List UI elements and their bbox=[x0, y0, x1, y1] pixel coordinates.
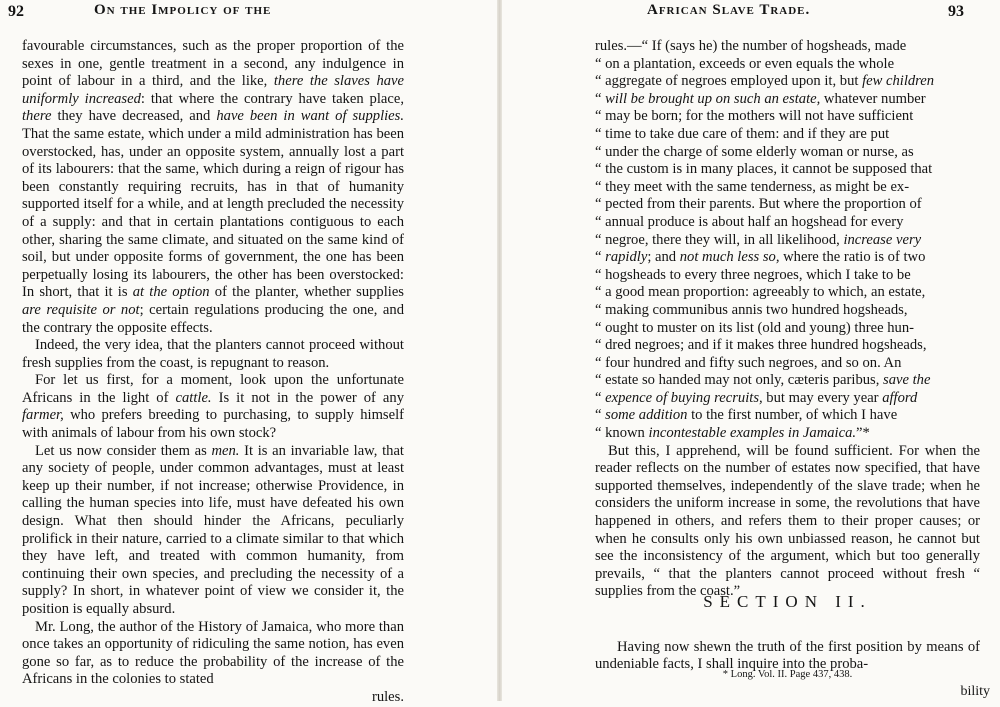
quote-line bbox=[595, 425, 980, 443]
italic-text-run: will be brought up on such an estate, bbox=[605, 90, 821, 107]
quote-line bbox=[595, 267, 980, 285]
text-run: “ hogsheads to every three negroes, which I take to be bbox=[595, 266, 911, 283]
quote-line bbox=[595, 179, 980, 197]
italic-text-run: not much less so, bbox=[679, 249, 780, 266]
italic-text-run: rapidly bbox=[605, 249, 648, 266]
italic-text-run: save the bbox=[883, 372, 931, 389]
text-run: but may every year bbox=[762, 389, 883, 406]
text-run: Is it not in the power of any bbox=[211, 389, 404, 406]
italic-text-run: expence of buying recruits, bbox=[605, 389, 763, 406]
quote-line bbox=[595, 390, 980, 408]
quote-line bbox=[595, 56, 980, 74]
quote-line bbox=[595, 284, 980, 302]
text-run: “ pected from their parents. But where the proportion of bbox=[595, 196, 922, 213]
section-opening-text: Having now shewn the truth of the first position by means of undeniable facts, I shall inquire into the proba- bbox=[595, 638, 980, 673]
section-heading: SECTION II. bbox=[703, 592, 872, 611]
quote-line bbox=[595, 320, 980, 338]
italic-text-run: there bbox=[22, 108, 52, 125]
paragraph bbox=[22, 337, 404, 372]
italic-text-run: have been in want of supplies. bbox=[216, 108, 404, 125]
text-run: ”* bbox=[856, 425, 870, 442]
quote-line bbox=[595, 232, 980, 250]
text-run: “ under the charge of some elderly woman or nurse, as bbox=[595, 143, 914, 160]
italic-text-run: men. bbox=[211, 442, 240, 459]
left-page bbox=[0, 0, 500, 705]
italic-text-run: there the slaves have uniformly increased bbox=[22, 73, 404, 107]
text-run: favourable circumstances, such as the proper proportion of the sexes in one, gentle treatment in a second, any indulgence in point of labour in a third, and the like, bbox=[22, 38, 404, 90]
right-page bbox=[502, 0, 1000, 701]
quote-line bbox=[595, 73, 980, 91]
text-run: Mr. Long, the author of the History of Jamaica, who more than once takes an opportunity of ridiculing the same notion, has even gone so far, as to reduce the probability of the increase of the Africans in the colonies to stated bbox=[22, 618, 404, 688]
quote-line bbox=[595, 108, 980, 126]
italic-text-run: at the option bbox=[132, 284, 210, 301]
text-run: “ time to take due care of them: and if they are put bbox=[595, 125, 890, 142]
italic-text-run: afford bbox=[882, 389, 918, 406]
italic-text-run: incontestable examples in Jamaica. bbox=[648, 425, 857, 442]
long-quotation bbox=[595, 38, 980, 443]
text-run: “ bbox=[595, 249, 606, 266]
italic-text-run: farmer, bbox=[22, 407, 64, 424]
text-run: “ known bbox=[595, 425, 649, 442]
text-run: That the same estate, which under a mild administration has been overstocked, has, under an opposite system, annually lost a part of its labourers: that the same, which during a reign of rigour has been constantly requiring recruits, has in that of humanity supported itself for a while, and at length precluded the necessity of a supply: and that in certain plantations contiguous to each other, sharing the same climate, and situated on the same kind of soil, but under opposite forms of government, the one has been perpetually losing its labourers, the other has been overstocked: In short, that it is bbox=[22, 125, 404, 301]
text-run: “ bbox=[595, 407, 606, 424]
text-run: who prefers breeding to purchasing, to supply himself with animals of labour from his own stock? bbox=[22, 407, 404, 442]
left-catchword: rules. bbox=[371, 688, 404, 705]
text-run: ; certain regulations producing the one, and the contrary the opposite effects. bbox=[22, 301, 404, 336]
text-run: “ bbox=[595, 389, 606, 406]
quote-line bbox=[595, 337, 980, 355]
text-run: : that where the contrary have taken place, bbox=[140, 90, 404, 107]
italic-text-run: some addition bbox=[605, 407, 688, 424]
quote-line bbox=[595, 302, 980, 320]
text-run: “ making communibus annis two hundred hogsheads, bbox=[595, 301, 908, 318]
italic-text-run: increase very bbox=[843, 231, 922, 248]
quote-line bbox=[595, 372, 980, 390]
text-run: where the ratio is of two bbox=[779, 249, 926, 266]
text-run: “ negroe, there they will, in all likelihood, bbox=[595, 231, 844, 248]
text-run: “ aggregate of negroes employed upon it, but bbox=[595, 73, 863, 90]
left-running-head: On the Impolicy of the bbox=[94, 2, 272, 18]
text-run: “ four hundred and fifty such negroes, and so on. An bbox=[595, 354, 902, 371]
text-run: “ estate so handed may not only, cæteris paribus, bbox=[595, 372, 884, 389]
text-run: “ ought to muster on its list (old and young) three hun- bbox=[595, 319, 914, 336]
quote-line bbox=[595, 91, 980, 109]
right-running-head: African Slave Trade. bbox=[647, 2, 811, 18]
paragraph bbox=[22, 619, 404, 689]
quote-line bbox=[595, 249, 980, 267]
quote-line bbox=[595, 214, 980, 232]
right-page-number: 93 bbox=[948, 3, 964, 20]
text-run: “ may be born; for the mothers will not have sufficient bbox=[595, 108, 914, 125]
text-run: whatever number bbox=[820, 90, 926, 107]
right-catchword: bility bbox=[960, 684, 990, 699]
text-run: For let us first, for a moment, look upon the unfortunate Africans in the light of bbox=[22, 372, 404, 406]
quote-line bbox=[595, 126, 980, 144]
left-body-text bbox=[22, 38, 404, 707]
quote-line bbox=[595, 196, 980, 214]
text-run: they have decreased, and bbox=[51, 108, 217, 125]
quote-line bbox=[595, 38, 980, 56]
paragraph bbox=[22, 443, 404, 619]
italic-text-run: few children bbox=[862, 73, 935, 90]
text-run: “ the custom is in many places, it cannot be supposed that bbox=[595, 161, 933, 178]
text-run: It is an invariable law, that any society of people, under common advantages, must at least keep up their number, if not increase; otherwise Providence, in calling the human species into life, must have defeated his own design. What then should hinder the Africans, peculiarly prolifick in their nature, carried to a climate similar to that which they have left, and treated with common humanity, from continuing their own species, and precluding the necessity of a supply? In short, in whatever point of view we consider it, the position is equally absurd. bbox=[22, 442, 404, 617]
text-run: “ on a plantation, exceeds or even equals the whole bbox=[595, 55, 895, 72]
quote-line bbox=[595, 161, 980, 179]
text-run: “ dred negroes; and if it makes three hundred hogsheads, bbox=[595, 337, 927, 354]
left-paragraphs bbox=[22, 38, 404, 689]
text-run: “ annual produce is about half an hogshead for every bbox=[595, 213, 904, 230]
text-run: rules.—“ If (says he) the number of hogsheads, made bbox=[595, 38, 907, 54]
text-run: “ a good mean proportion: agreeably to which, an estate, bbox=[595, 284, 926, 301]
text-run: ; and bbox=[647, 249, 680, 266]
text-run: of the planter, whether supplies bbox=[209, 284, 404, 301]
text-run: to the first number, of which I have bbox=[687, 407, 898, 424]
footnote: * Long. Vol. II. Page 437, 438. bbox=[722, 669, 853, 680]
italic-text-run: cattle. bbox=[175, 389, 212, 406]
text-run: But this, I apprehend, will be found sufficient. For when the reader reflects on the number of estates now specified, that have supported themselves, independently of the slave trade; when he considers the uniform increase in some, the revolutions that have happened in others, and refers them to their proper causes; or when he consults only his own unbiassed reason, he cannot but see the inconsistency of the argument, which but too generally prevails, “ that the planters cannot proceed without fresh “ supplies from the coast.” bbox=[595, 442, 980, 600]
quote-line bbox=[595, 355, 980, 373]
quote-line bbox=[595, 144, 980, 162]
text-run: Let us now consider them as bbox=[35, 442, 212, 459]
paragraph bbox=[22, 372, 404, 442]
text-run: “ they meet with the same tenderness, as might be ex- bbox=[595, 178, 910, 195]
paragraph bbox=[22, 38, 404, 337]
text-run: “ bbox=[595, 90, 606, 107]
right-body-text bbox=[595, 38, 980, 601]
text-run: Indeed, the very idea, that the planters cannot proceed without fresh supplies from the coast, is repugnant to reason. bbox=[22, 337, 404, 371]
body-paragraph bbox=[595, 443, 980, 601]
left-page-number: 92 bbox=[8, 3, 24, 20]
quote-line bbox=[595, 407, 980, 425]
italic-text-run: are requisite or not bbox=[22, 301, 140, 318]
